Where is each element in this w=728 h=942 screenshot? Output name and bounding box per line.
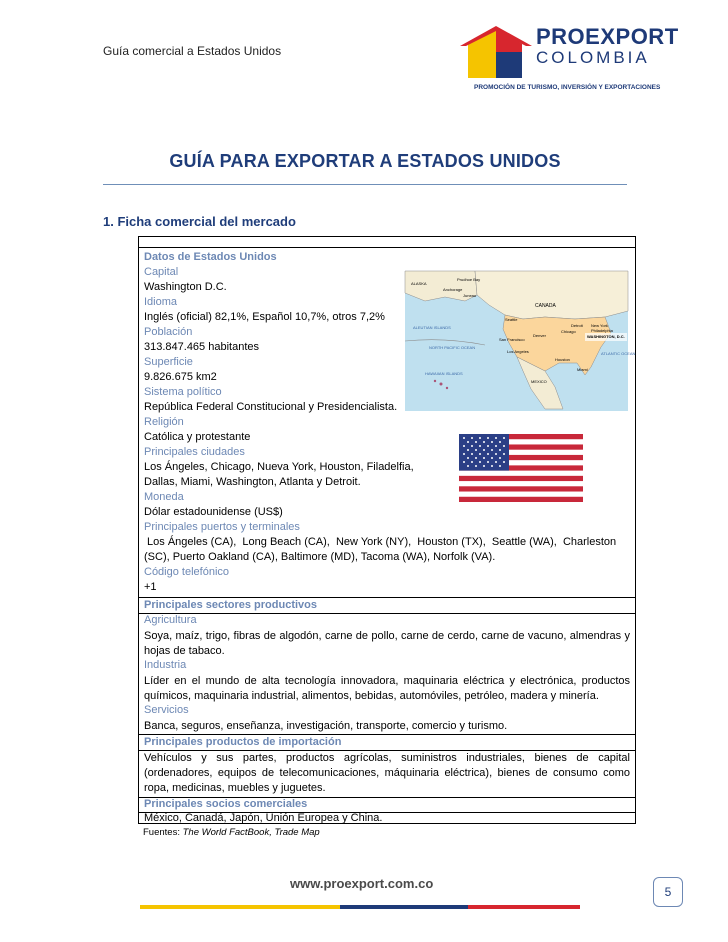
industria-label: Industria bbox=[144, 659, 187, 671]
religion-label: Religión bbox=[144, 416, 184, 428]
religion-value: Católica y protestante bbox=[144, 431, 251, 443]
map-label: Denver bbox=[533, 333, 546, 338]
page-number: 5 bbox=[653, 877, 683, 907]
socios-heading: Principales socios comerciales bbox=[144, 798, 308, 810]
importacion-heading: Principales productos de importación bbox=[144, 736, 342, 748]
puertos-line-1: Los Ángeles (CA), Long Beach (CA), New York (NY), Houston (TX), Seattle (WA), Charleston bbox=[144, 536, 617, 548]
capital-label: Capital bbox=[144, 266, 179, 278]
footer-bar-yellow bbox=[140, 905, 340, 909]
page-title: GUÍA PARA EXPORTAR A ESTADOS UNIDOS bbox=[169, 151, 561, 171]
map-label: MEXICO bbox=[531, 379, 547, 384]
footer-bar-blue bbox=[340, 905, 468, 909]
servicios-text: Banca, seguros, enseñanza, investigación, transporte, comercio y turismo. bbox=[144, 720, 508, 732]
sectores-heading: Principales sectores productivos bbox=[144, 599, 318, 611]
market-sheet-table bbox=[138, 236, 636, 824]
map-label: Juneau bbox=[463, 293, 477, 298]
ciudades-label: Principales ciudades bbox=[144, 446, 245, 458]
map-label: Los Angeles bbox=[507, 349, 529, 354]
map-label: ATLANTIC OCEAN bbox=[601, 351, 636, 356]
industria-text: Líder en el mundo de alta tecnología innovadora, maquinaria eléctrica y electrónica, productos químicos, maquinaria industrial, alimentos, bebidas, automóviles, petróleo, madera y minería. bbox=[144, 675, 630, 702]
logo-mark-icon bbox=[456, 22, 536, 82]
map-label: NORTH PACIFIC OCEAN bbox=[429, 345, 476, 350]
codigo-label: Código telefónico bbox=[144, 566, 230, 578]
map-label: CANADA bbox=[535, 303, 556, 309]
map-label: Prudhoe Bay bbox=[457, 277, 481, 282]
table-divider bbox=[139, 613, 635, 614]
map-label: Seattle bbox=[505, 317, 518, 322]
section-heading: 1. Ficha comercial del mercado bbox=[103, 214, 296, 229]
running-header: Guía comercial a Estados Unidos bbox=[103, 44, 282, 58]
socios-text: México, Canadá, Japón, Unión Europea y China. bbox=[144, 812, 383, 824]
servicios-label: Servicios bbox=[144, 704, 189, 716]
map-label: WASHINGTON, D.C. bbox=[587, 334, 625, 339]
datos-heading: Datos de Estados Unidos bbox=[144, 251, 277, 263]
sources-prefix: Fuentes: bbox=[143, 827, 183, 838]
map-label: Miami bbox=[577, 367, 588, 372]
sistema-value: República Federal Constitucional y Presidencialista. bbox=[144, 401, 398, 413]
idioma-label: Idioma bbox=[144, 296, 178, 308]
map-label: ALEUTIAN ISLANDS bbox=[413, 325, 451, 330]
footer-bar-red bbox=[468, 905, 580, 909]
map-label: Houston bbox=[555, 357, 570, 362]
map-label: New York bbox=[591, 323, 608, 328]
puertos-line-2: (SC), Puerto Oakland (CA), Baltimore (MD), Tacoma (WA), Norfolk (VA). bbox=[144, 551, 496, 563]
superficie-label: Superficie bbox=[144, 356, 193, 368]
table-divider bbox=[139, 597, 635, 598]
moneda-label: Moneda bbox=[144, 491, 184, 503]
logo-name: PROEXPORT bbox=[536, 24, 679, 49]
logo-country: COLOMBIA bbox=[536, 48, 650, 67]
ciudades-line-2: Dallas, Miami, Washington, Atlanta y Detroit. bbox=[144, 476, 361, 488]
usa-map bbox=[405, 271, 636, 411]
map-label: Detroit bbox=[571, 323, 583, 328]
title-divider bbox=[103, 184, 627, 185]
poblacion-label: Población bbox=[144, 326, 193, 338]
map-label: ALASKA bbox=[411, 281, 427, 286]
capital-value: Washington D.C. bbox=[144, 281, 227, 293]
us-flag bbox=[459, 434, 583, 502]
poblacion-value: 313.847.465 habitantes bbox=[144, 341, 259, 353]
table-divider bbox=[139, 734, 635, 735]
agricultura-label: Agricultura bbox=[144, 614, 197, 626]
idioma-value: Inglés (oficial) 82,1%, Español 10,7%, otros 7,2% bbox=[144, 311, 385, 323]
map-label: Philadelphia bbox=[591, 328, 613, 333]
superficie-value: 9.826.675 km2 bbox=[144, 371, 217, 383]
sources-text: The World FactBook, Trade Map bbox=[182, 827, 320, 838]
map-label: San Francisco bbox=[499, 337, 525, 342]
agricultura-text: Soya, maíz, trigo, fibras de algodón, carne de pollo, carne de cerdo, carne de vacuno, almendras y hojas de tabaco. bbox=[144, 630, 630, 657]
puertos-label: Principales puertos y terminales bbox=[144, 521, 300, 533]
importacion-text: Vehículos y sus partes, productos agrícolas, suministros industriales, bienes de capital (ordenadores, equipos de telecomunicaciones, máquinaria eléctrica), bienes de consumo como ropa, medicinas, muebles y juguetes. bbox=[144, 752, 630, 794]
map-label: Chicago bbox=[561, 329, 576, 334]
map-label: Anchorage bbox=[443, 287, 463, 292]
proexport-logo bbox=[456, 22, 679, 100]
footer-url[interactable]: www.proexport.com.co bbox=[290, 876, 434, 891]
ciudades-line-1: Los Ángeles, Chicago, Nueva York, Houston, Filadelfia, bbox=[144, 461, 414, 473]
moneda-value: Dólar estadounidense (US$) bbox=[144, 506, 283, 518]
logo-tagline: PROMOCIÓN DE TURISMO, INVERSIÓN Y EXPORTACIONES bbox=[474, 84, 661, 91]
sources-note bbox=[143, 827, 320, 838]
sistema-label: Sistema político bbox=[144, 386, 222, 398]
codigo-value: +1 bbox=[144, 581, 157, 593]
table-divider bbox=[139, 247, 635, 248]
map-label: HAWAIIAN ISLANDS bbox=[425, 371, 463, 376]
